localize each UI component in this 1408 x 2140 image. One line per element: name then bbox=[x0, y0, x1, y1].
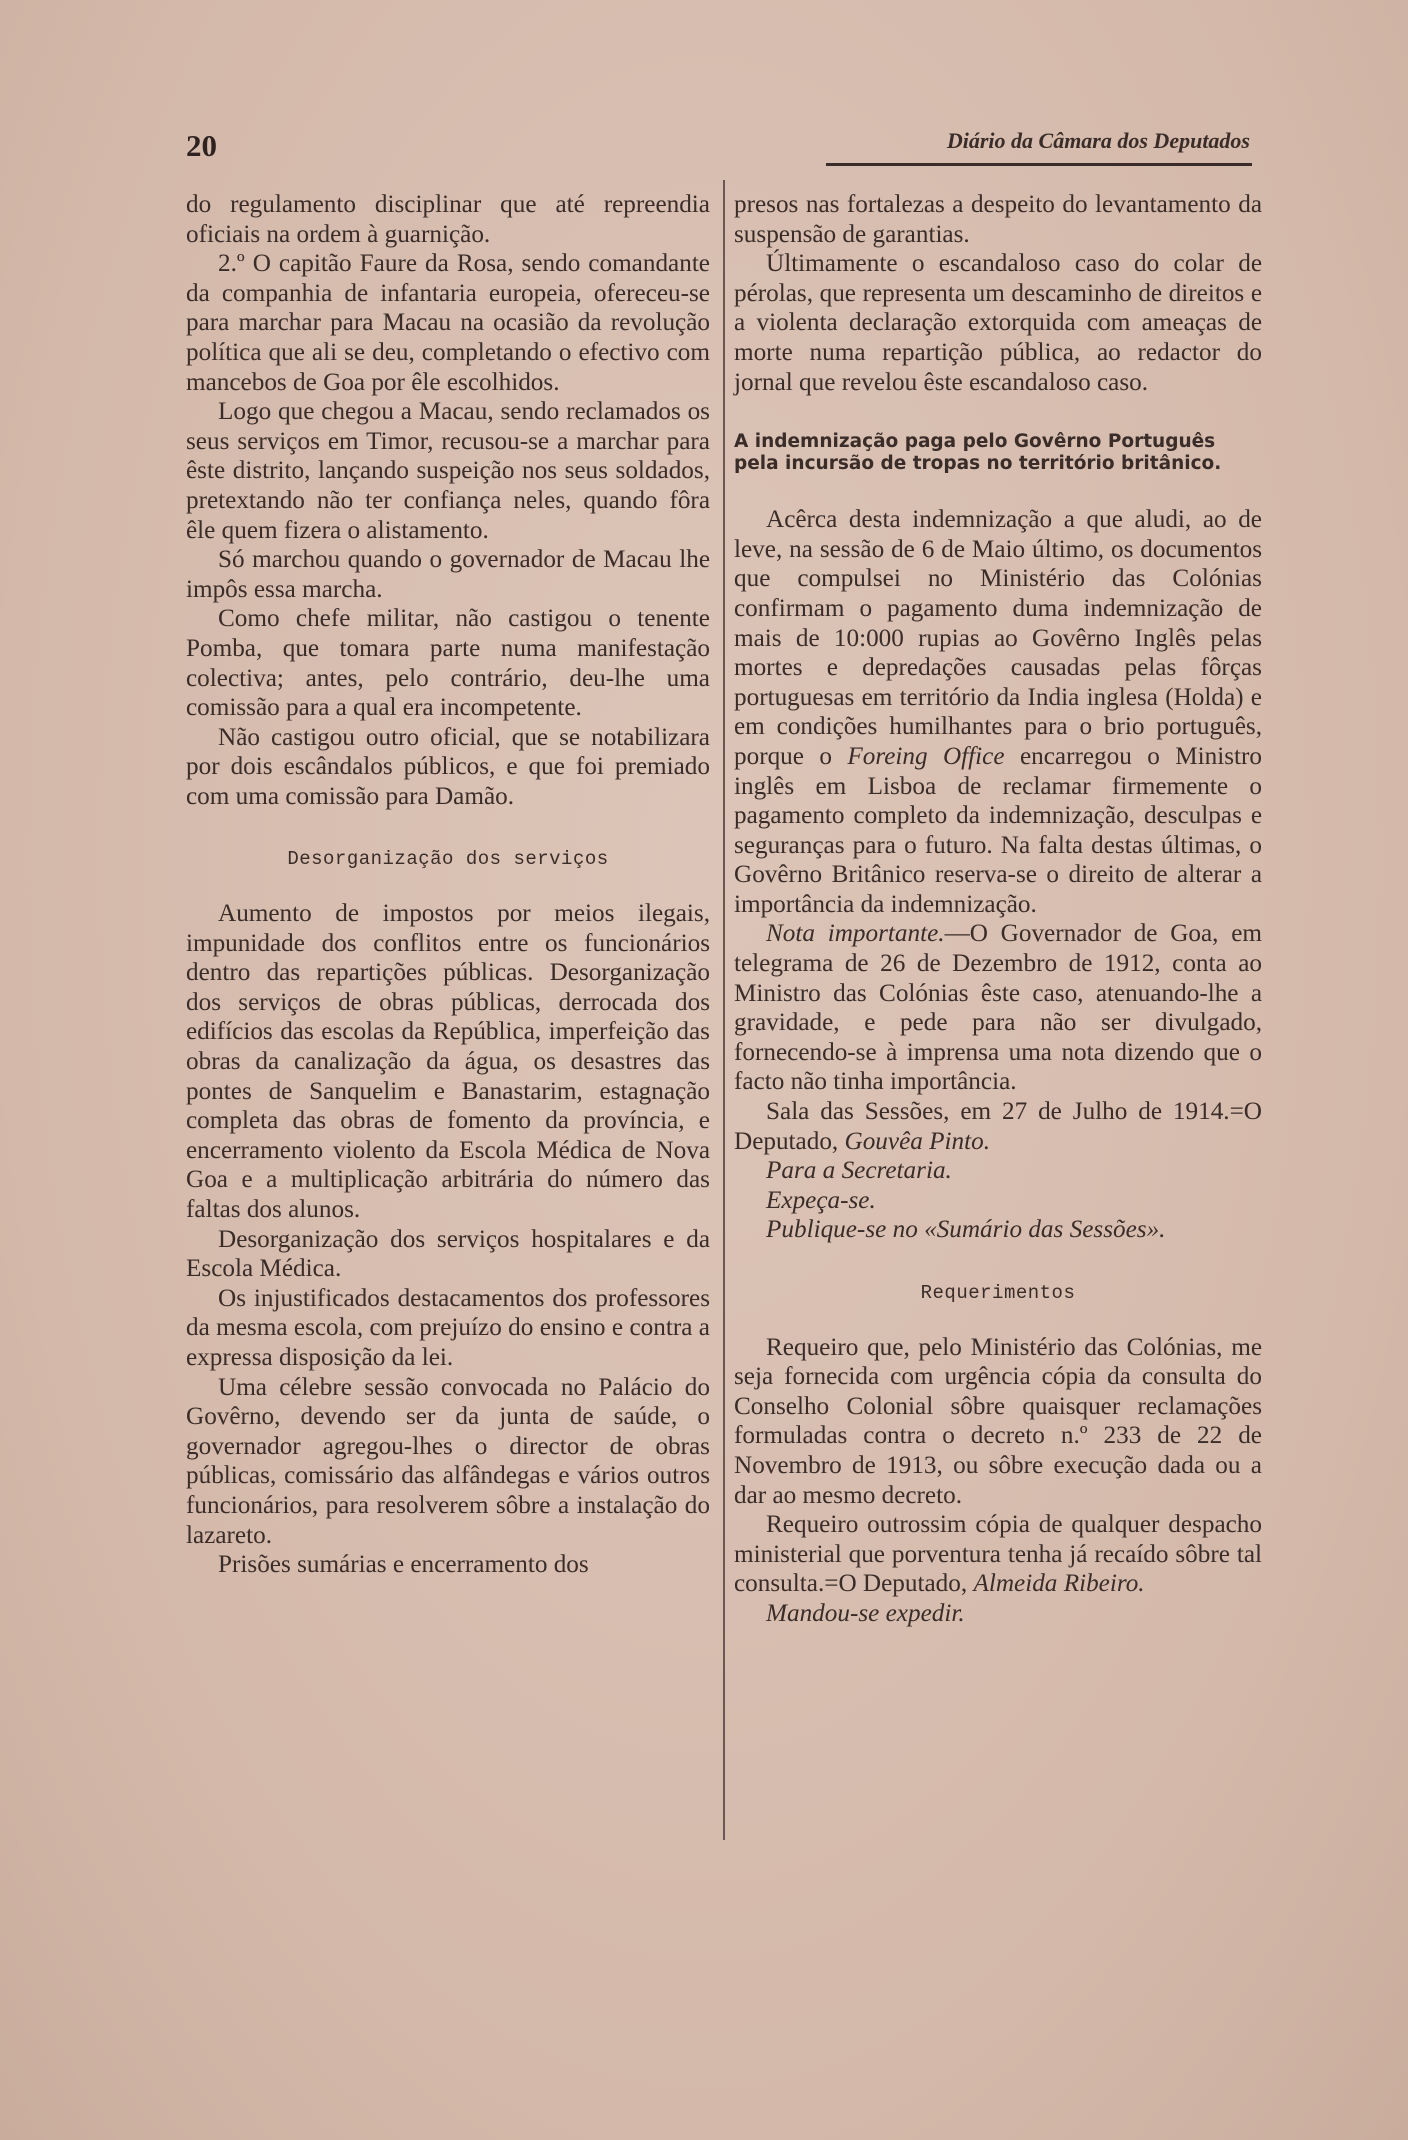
paragraph: Aumento de impostos por meios ilegais, impunidade dos conflitos entre os funcionários dentro das repartições públicas. Desorganização dos serviços de obras públicas, derrocada dos edifícios das escolas da República, imperfeição das obras da canalização da água, os desastres das pontes de Sanquelim e Banastarim, estagnação completa das obras de fomento da província, e encerramento violento da Escola Médica de Nova Goa e a multiplicação arbitrária do número das faltas dos alunos. bbox=[186, 900, 710, 1223]
italic-label: Nota importante. bbox=[766, 920, 945, 948]
signature-paragraph bbox=[734, 1510, 1262, 1599]
signer-name: Gouvêa Pinto. bbox=[844, 1127, 991, 1155]
paragraph: Como chefe militar, não castigou o tenente Pomba, que tomara parte numa manifestação colectiva; antes, pelo contrário, deu-lhe uma comissão para a qual era incompetente. bbox=[186, 605, 710, 722]
paragraph: Requeiro que, pelo Ministério das Colónias, me seja fornecida com urgência cópia da consulta do Conselho Colonial sôbre quaisquer reclamações formuladas contra o decreto n.º 233 de 22 de Novembro de 1913, ou sôbre execução dada ou a dar ao mesmo decreto. bbox=[734, 1333, 1262, 1509]
paragraph: Só marchou quando o governador de Macau lhe impôs essa marcha. bbox=[186, 546, 710, 603]
section-heading: A indemnização paga pelo Govêrno Português pela incursão de tropas no território britânico. bbox=[734, 431, 1222, 475]
italic-text: Foreing Office bbox=[847, 742, 1005, 770]
paragraph: Logo que chegou a Macau, sendo reclamados os seus serviços em Timor, recusou-se a marchar para êste distrito, lançando suspeição nos seus soldados, pretextando não ter confiança neles, quando fôra êle quem fizera o alistamento. bbox=[186, 398, 710, 544]
signer-name: Almeida Ribeiro. bbox=[973, 1570, 1145, 1598]
journal-title: Diário da Câmara dos Deputados bbox=[946, 128, 1250, 153]
paragraph: presos nas fortalezas a despeito do levantamento da suspensão de garantias. bbox=[734, 191, 1262, 248]
dispatch-note: Para a Secretaria. bbox=[766, 1157, 952, 1185]
signature-paragraph bbox=[734, 1097, 1262, 1156]
left-column bbox=[186, 190, 710, 1580]
text-span: Sala das Sessões, em 27 de Julho de 1914.=O Deputado, bbox=[734, 1098, 1262, 1155]
dispatch-note: Mandou-se expedir. bbox=[766, 1599, 965, 1627]
text-span: encarregou o Ministro inglês em Lisboa de reclamar firmemente o pagamento completo da indemnização, desculpas e seguranças para o futuro. Na falta destas últimas, o Govêrno Britânico reserva-se o direito de alterar a importância da indemnização. bbox=[734, 742, 1262, 918]
paragraph: Desorganização dos serviços hospitalares e da Escola Médica. bbox=[186, 1225, 710, 1283]
dispatch-note: Expeça-se. bbox=[766, 1186, 876, 1214]
paragraph bbox=[734, 919, 1262, 1097]
right-column bbox=[734, 190, 1262, 1629]
paragraph: Os injustificados destacamentos dos professores da mesma escola, com prejuízo do ensino e contra a expressa disposição da lei. bbox=[186, 1284, 710, 1371]
paragraph bbox=[734, 505, 1262, 919]
section-heading: Requerimentos bbox=[920, 1282, 1076, 1304]
paragraph: do regulamento disciplinar que até repreendia oficiais na ordem à guarnição. bbox=[186, 191, 710, 248]
dispatch-note: Publique-se no «Sumário das Sessões». bbox=[766, 1216, 1166, 1244]
text-span: Requeiro outrossim cópia de qualquer despacho ministerial que porventura tenha já recaído sôbre tal consulta.=O Deputado, bbox=[734, 1511, 1262, 1598]
header-rule bbox=[826, 163, 1252, 166]
column-divider bbox=[723, 180, 725, 1840]
paragraph: Prisões sumárias e encerramento dos bbox=[218, 1551, 589, 1579]
section-heading: Desorganização dos serviços bbox=[287, 848, 609, 871]
paragraph: Não castigou outro oficial, que se notabilizara por dois escândalos públicos, e que foi premiado com uma comissão para Damão. bbox=[186, 723, 710, 810]
text-span: Acêrca desta indemnização a que aludi, ao de leve, na sessão de 6 de Maio último, os documentos que compulsei no Ministério das Colónias confirmam o pagamento duma indemnização de mais de 10:000 rupias ao Govêrno Inglês pelas mortes e depredações causadas pelas fôrças portuguesas em território da India inglesa (Holda) e em condições humilhantes para o brio português, porque o bbox=[734, 506, 1262, 770]
page-number: 20 bbox=[186, 128, 217, 163]
text-span: —O Governador de Goa, em telegrama de 26 de Dezembro de 1912, conta ao Ministro das Colónias êste caso, atenuando-lhe a gravidade, e pede para não ser divulgado, fornecendo-se à imprensa uma nota dizendo que o facto não tinha importância. bbox=[734, 920, 1262, 1096]
paragraph: 2.º O capitão Faure da Rosa, sendo comandante da companhia de infantaria europeia, ofereceu-se para marchar para Macau na ocasião da revolução política que ali se deu, completando o efectivo com mancebos de Goa por êle escolhidos. bbox=[186, 250, 710, 396]
paragraph: Últimamente o escandaloso caso do colar de pérolas, que representa um descaminho de direitos e a violenta declaração extorquida com ameaças de morte numa repartição pública, ao redactor do jornal que revelou êste escandaloso caso. bbox=[734, 250, 1262, 396]
paragraph: Uma célebre sessão convocada no Palácio do Govêrno, devendo ser da junta de saúde, o governador agregou-lhes o director de obras públicas, comissário das alfândegas e vários outros funcionários, para resolverem sôbre a instalação do lazareto. bbox=[186, 1373, 710, 1549]
